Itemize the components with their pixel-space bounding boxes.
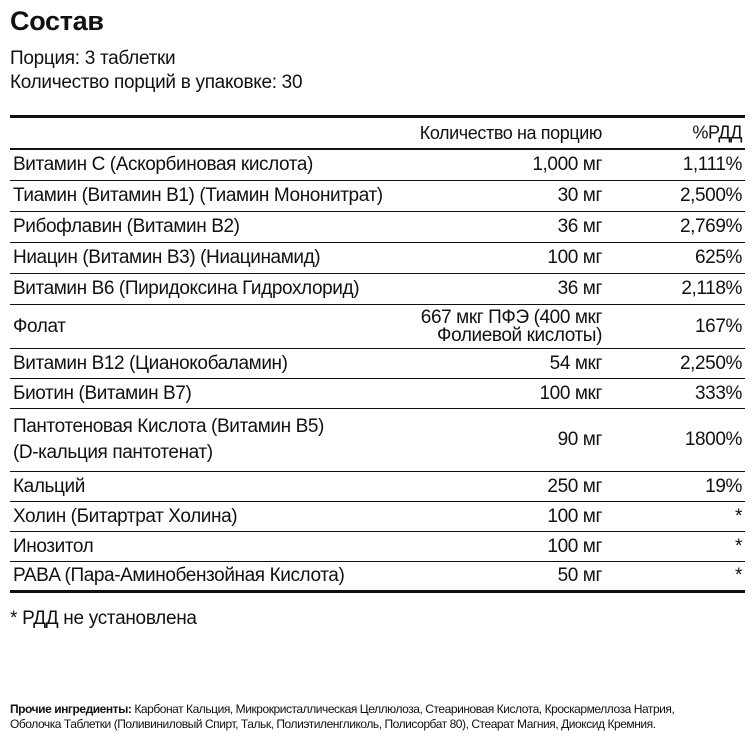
table-row xyxy=(10,409,745,472)
nutrient-name: PABA (Пара-Аминобензойная Кислота) xyxy=(13,565,345,586)
nutrient-amount: 90 мг xyxy=(557,429,602,450)
nutrient-name-line: Пантотеновая Кислота (Витамин В5) xyxy=(13,416,324,437)
nutrient-name: Холин (Битартрат Холина) xyxy=(13,505,238,527)
nutrient-dv: 2,250% xyxy=(679,352,742,374)
nutrient-name: Тиамин (Витамин В1) (Тиамин Мононитрат) xyxy=(13,185,383,206)
nutrient-dv: 167% xyxy=(695,315,742,337)
nutrient-amount: 50 мг xyxy=(557,565,602,586)
table-row xyxy=(10,349,745,379)
nutrient-dv: * xyxy=(735,535,742,557)
nutrient-name: Кальций xyxy=(13,475,85,497)
nutrient-name: Инозитол xyxy=(13,535,94,557)
other-ingredients-line: Оболочка Таблетки (Поливиниловый Спирт, Тальк, Полиэтиленгликоль, Полисорбат 80), Стеарат Магния, Диоксид Кремния. xyxy=(10,717,656,731)
table-row xyxy=(10,472,745,502)
nutrient-name: Ниацин (Витамин В3) (Ниацинамид) xyxy=(13,247,321,268)
page-title: Состав xyxy=(10,6,104,36)
table-row xyxy=(10,532,745,562)
nutrient-amount: 54 мкг xyxy=(549,352,602,374)
servings-per-container: Количество порций в упаковке: 30 xyxy=(10,72,303,93)
nutrient-dv: 2,769% xyxy=(679,216,742,237)
nutrient-dv: * xyxy=(735,565,742,586)
nutrient-amount-line: 667 мкг ПФЭ (400 мкг xyxy=(420,306,602,328)
nutrient-name: Витамин В12 (Цианокобаламин) xyxy=(13,352,288,374)
table-header xyxy=(10,118,745,150)
nutrient-name: Рибофлавин (Витамин В2) xyxy=(13,216,240,237)
nutrient-dv: 2,500% xyxy=(679,185,742,206)
table-row xyxy=(10,212,745,243)
nutrient-amount: 1,000 мг xyxy=(532,154,602,175)
header-amount: Количество на порцию xyxy=(419,123,602,143)
nutrient-dv: * xyxy=(735,505,742,527)
nutrient-amount: 100 мг xyxy=(547,505,602,527)
nutrient-dv: 333% xyxy=(695,382,742,404)
other-ingredients-line: Карбонат Кальция, Микрокристаллическая Целлюлоза, Стеариновая Кислота, Кроскармеллоза Натрия, xyxy=(131,702,675,716)
nutrient-amount: 100 мг xyxy=(547,247,602,268)
nutrient-amount: 100 мкг xyxy=(539,382,602,404)
table-row xyxy=(10,181,745,212)
nutrient-name-line: (D-кальция пантотенат) xyxy=(13,442,213,463)
table-row xyxy=(10,502,745,532)
dv-footnote: * РДД не установлена xyxy=(10,608,197,629)
nutrient-name: Витамин В6 (Пиридоксина Гидрохлорид) xyxy=(13,278,360,299)
other-ingredients xyxy=(10,702,745,732)
nutrient-dv: 1800% xyxy=(684,429,742,450)
table-row xyxy=(10,379,745,409)
nutrient-amount: 30 мг xyxy=(557,185,602,206)
nutrient-amount: 100 мг xyxy=(547,535,602,557)
nutrient-name: Биотин (Витамин В7) xyxy=(13,382,192,404)
nutrient-amount-line: Фолиевой кислоты) xyxy=(437,324,602,346)
table-row xyxy=(10,150,745,181)
nutrient-name: Фолат xyxy=(13,315,66,337)
nutrient-amount: 36 мг xyxy=(557,278,602,299)
nutrient-table xyxy=(10,115,745,593)
nutrient-amount: 250 мг xyxy=(547,475,602,497)
table-row xyxy=(10,305,745,349)
nutrient-amount xyxy=(420,306,602,346)
nutrient-dv: 2,118% xyxy=(681,278,742,299)
nutrient-dv: 625% xyxy=(695,247,742,268)
nutrient-dv: 1,111% xyxy=(682,154,742,175)
table-row xyxy=(10,562,745,590)
header-dv: %РДД xyxy=(692,122,742,143)
nutrient-amount: 36 мг xyxy=(557,216,602,237)
nutrient-name xyxy=(13,414,324,466)
table-row xyxy=(10,274,745,305)
serving-size: Порция: 3 таблетки xyxy=(10,48,176,69)
nutrient-name: Витамин С (Аскорбиновая кислота) xyxy=(13,154,313,175)
table-row xyxy=(10,243,745,274)
nutrient-dv: 19% xyxy=(705,475,742,497)
other-ingredients-label: Прочие ингредиенты: xyxy=(10,702,132,716)
